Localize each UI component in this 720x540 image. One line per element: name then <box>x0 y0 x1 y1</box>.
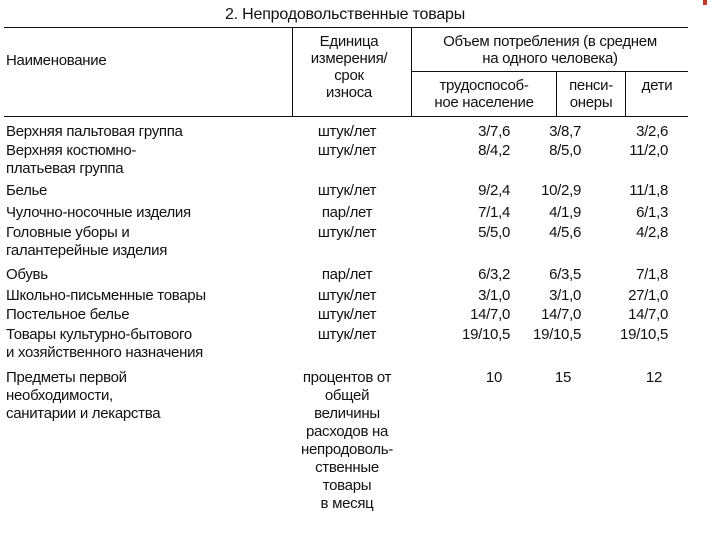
header-divider <box>556 72 557 116</box>
row-name-line: Постельное белье <box>6 306 130 323</box>
row-working: 3/7,6 <box>478 123 510 140</box>
row-name <box>6 326 203 362</box>
row-working: 7/1,4 <box>478 204 510 221</box>
row-name-line: Обувь <box>6 266 48 283</box>
header-unit <box>292 33 406 101</box>
row-unit <box>287 287 407 305</box>
row-unit-line: процентов от <box>302 369 392 386</box>
table-title: 2. Непродовольственные товары <box>224 6 466 23</box>
header-working-line: ное население <box>434 94 534 111</box>
header-unit-line: Единица <box>319 33 379 50</box>
row-pensioners: 10/2,9 <box>541 182 581 199</box>
row-unit-line: величины <box>314 405 380 422</box>
row-pensioners: 3/8,7 <box>549 123 581 140</box>
header-working-line: трудоспособ- <box>439 77 529 94</box>
row-name <box>6 182 47 200</box>
row-unit-line: штук/лет <box>317 326 377 343</box>
header-name: Наименование <box>6 52 107 69</box>
row-name <box>6 204 191 222</box>
row-pensioners: 3/1,0 <box>549 287 581 304</box>
row-working: 19/10,5 <box>462 326 510 343</box>
row-unit <box>287 204 407 222</box>
row-working: 5/5,0 <box>478 224 510 241</box>
row-pensioners: 4/5,6 <box>549 224 581 241</box>
row-name-line: Чулочно-носочные изделия <box>6 204 191 221</box>
row-unit <box>287 326 407 344</box>
row-unit <box>287 369 407 513</box>
row-unit <box>287 142 407 160</box>
corner-mark <box>703 0 707 5</box>
row-working: 14/7,0 <box>470 306 510 323</box>
row-working: 9/2,4 <box>478 182 510 199</box>
row-working: 8/4,2 <box>478 142 510 159</box>
header-children: дети <box>641 77 673 94</box>
row-children: 11/1,8 <box>629 182 668 199</box>
row-name-line: Головные уборы и <box>6 224 130 241</box>
row-unit-line: в месяц <box>320 495 374 512</box>
header-pensioners <box>557 77 625 111</box>
top-rule <box>4 27 688 28</box>
row-unit-line: штук/лет <box>317 142 377 159</box>
row-working: 3/1,0 <box>478 287 510 304</box>
row-name-line: необходимости, <box>6 387 113 404</box>
header-volume <box>412 33 688 67</box>
row-name-line: Товары культурно-бытового <box>6 326 192 343</box>
row-children: 6/1,3 <box>636 204 668 221</box>
row-name <box>6 224 167 260</box>
header-volume-line: Объем потребления (в среднем <box>443 33 657 50</box>
row-name <box>6 287 206 305</box>
row-unit <box>287 224 407 242</box>
header-unit-line: износа <box>326 84 372 101</box>
row-unit-line: ственные <box>315 459 379 476</box>
header-divider <box>292 28 293 116</box>
row-children: 19/10,5 <box>620 326 668 343</box>
row-unit-line: штук/лет <box>317 306 377 323</box>
row-children: 27/1,0 <box>628 287 668 304</box>
row-children: 12 <box>645 369 662 386</box>
row-name-line: и хозяйственного назначения <box>6 344 203 361</box>
row-unit-line: пар/лет <box>321 266 373 283</box>
row-name-line: Предметы первой <box>6 369 127 386</box>
row-unit-line: расходов на <box>305 423 389 440</box>
row-pensioners: 4/1,9 <box>549 204 581 221</box>
row-working: 6/3,2 <box>478 266 510 283</box>
row-working: 10 <box>485 369 502 386</box>
row-unit <box>287 266 407 284</box>
header-rule <box>4 116 688 117</box>
row-pensioners: 6/3,5 <box>549 266 581 283</box>
header-unit-line: измерения/ <box>310 50 388 67</box>
row-children: 4/2,8 <box>636 224 668 241</box>
row-name-line: Школьно-письменные товары <box>6 287 206 304</box>
row-unit-line: штук/лет <box>317 123 377 140</box>
row-name-line: платьевая группа <box>6 160 124 177</box>
row-unit <box>287 182 407 200</box>
row-children: 7/1,8 <box>636 266 668 283</box>
row-name-line: галантерейные изделия <box>6 242 168 259</box>
row-unit-line: штук/лет <box>317 224 377 241</box>
row-pensioners: 14/7,0 <box>541 306 581 323</box>
row-pensioners: 15 <box>554 369 571 386</box>
row-name-line: Верхняя костюмно- <box>6 142 137 159</box>
row-children: 14/7,0 <box>628 306 668 323</box>
row-name <box>6 306 129 324</box>
row-pensioners: 19/10,5 <box>533 326 581 343</box>
header-pensioners-line: онеры <box>569 94 613 111</box>
row-name-line: санитарии и лекарства <box>6 405 161 422</box>
row-unit-line: штук/лет <box>317 287 377 304</box>
row-name <box>6 142 136 178</box>
row-unit-line: непродоволь- <box>301 441 393 458</box>
row-children: 11/2,0 <box>629 142 668 159</box>
header-pensioners-line: пенси- <box>569 77 613 94</box>
header-divider <box>411 28 412 116</box>
row-unit-line: общей <box>324 387 370 404</box>
header-volume-line: на одного человека) <box>482 50 618 67</box>
row-name <box>6 266 48 284</box>
header-divider <box>625 72 626 116</box>
header-working <box>412 77 556 111</box>
row-name-line: Верхняя пальтовая группа <box>6 123 183 140</box>
row-unit <box>287 306 407 324</box>
header-subrule <box>411 71 688 72</box>
row-name <box>6 369 160 423</box>
row-children: 3/2,6 <box>636 123 668 140</box>
row-unit-line: штук/лет <box>317 182 377 199</box>
row-unit-line: пар/лет <box>321 204 373 221</box>
row-name <box>6 123 183 141</box>
header-unit-line: срок <box>334 67 364 84</box>
row-unit-line: товары <box>322 477 372 494</box>
row-name-line: Белье <box>6 182 48 199</box>
row-pensioners: 8/5,0 <box>549 142 581 159</box>
row-unit <box>287 123 407 141</box>
